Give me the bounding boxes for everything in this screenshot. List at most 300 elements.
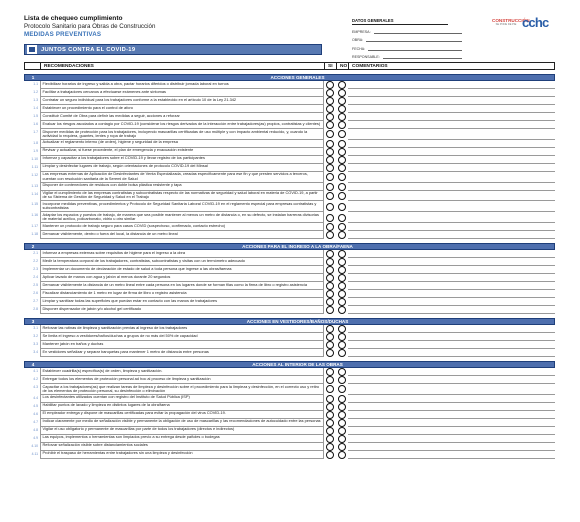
no-radio[interactable] [338, 173, 346, 181]
checklist-sections [24, 74, 555, 459]
no-cell [336, 384, 348, 395]
si-cell [324, 231, 336, 239]
no-radio[interactable] [338, 121, 346, 129]
section-header [24, 74, 555, 81]
item-number: 2.6 [33, 290, 38, 295]
si-cell [324, 164, 336, 172]
no-radio[interactable] [338, 306, 346, 314]
item-number: 1.1 [33, 82, 38, 86]
item-recommendation: Adaptar los espacios y puestos de trabajo, de manera que sea posible mantener al menos un metro de distancia o, en su defecto, se instalan barreras divisorias de material acrílico, policarbonato, vidrio u otro similar [40, 212, 324, 223]
si-radio[interactable] [326, 183, 334, 191]
comment-field[interactable] [348, 250, 555, 258]
si-radio[interactable] [326, 368, 334, 376]
document-header [24, 15, 324, 38]
no-radio[interactable] [338, 250, 346, 258]
si-cell [324, 81, 336, 89]
item-recommendation: Medir la temperatura corporal de los trabajadores, contratistas, subcontratistas y visitas con un termómetro adecuado [40, 258, 324, 266]
si-radio[interactable] [326, 274, 334, 282]
si-cell [324, 113, 336, 121]
si-cell [324, 201, 336, 212]
no-radio[interactable] [338, 376, 346, 384]
si-radio[interactable] [326, 223, 334, 231]
item-number: 1.10 [31, 156, 38, 161]
item-number: 4.4 [33, 395, 38, 400]
si-radio[interactable] [326, 97, 334, 105]
comment-field[interactable] [348, 81, 555, 89]
si-radio[interactable] [326, 203, 334, 211]
item-number: 1.18 [31, 231, 38, 236]
no-radio[interactable] [338, 214, 346, 222]
comment-field[interactable] [348, 290, 555, 298]
si-cell [324, 384, 336, 395]
si-cell [324, 266, 336, 274]
no-cell [336, 148, 348, 156]
no-radio[interactable] [338, 419, 346, 427]
si-cell [324, 443, 336, 451]
item-number: 4.6 [33, 411, 38, 416]
field-empresa[interactable] [352, 25, 462, 34]
si-cell [324, 223, 336, 231]
section-number: 3 [31, 318, 35, 324]
no-cell [336, 250, 348, 258]
no-radio[interactable] [338, 105, 346, 113]
si-cell [324, 451, 336, 459]
no-radio[interactable] [338, 231, 346, 239]
si-radio[interactable] [326, 231, 334, 239]
comment-field[interactable] [348, 191, 555, 202]
si-radio[interactable] [326, 290, 334, 298]
item-number: 2.3 [33, 266, 38, 271]
si-cell [324, 411, 336, 419]
si-radio[interactable] [326, 333, 334, 341]
si-radio[interactable] [326, 385, 334, 393]
item-recommendation: Reforzar las rutinas de limpieza y sanitización previas al ingreso de los trabajadores [40, 325, 324, 333]
item-number: 4.3 [33, 384, 38, 389]
si-cell [324, 341, 336, 349]
comment-field[interactable] [348, 89, 555, 97]
item-number: 2.1 [33, 250, 38, 255]
si-radio[interactable] [326, 411, 334, 419]
field-responsable[interactable] [352, 51, 462, 60]
si-cell [324, 349, 336, 357]
si-radio[interactable] [326, 341, 334, 349]
si-radio[interactable] [326, 81, 334, 89]
si-radio[interactable] [326, 451, 334, 459]
no-cell [336, 89, 348, 97]
item-number: 4.5 [33, 403, 38, 408]
si-radio[interactable] [326, 427, 334, 435]
checklist-row [24, 121, 555, 129]
comment-field[interactable] [348, 403, 555, 411]
checklist-row [24, 212, 555, 223]
column-header-comentarios: COMENTARIOS [352, 63, 388, 69]
si-radio[interactable] [326, 105, 334, 113]
people-icon [27, 45, 37, 54]
no-cell [336, 376, 348, 384]
no-cell [336, 333, 348, 341]
item-number: 4.11 [31, 451, 38, 456]
item-recommendation: Vigilar el cumplimiento de las empresas contratistas y subcontratistas respecto de las normativas de seguridad y salud laboral en materia de COVID-19, a partir de su Sistema de Gestión de Seguridad y Salud en el Trabajo [40, 191, 324, 202]
no-radio[interactable] [338, 325, 346, 333]
field-line [366, 41, 462, 42]
no-radio[interactable] [338, 341, 346, 349]
item-recommendation: Establecer un procedimiento para el control de aforo [40, 105, 324, 113]
item-number: 4.10 [31, 443, 38, 448]
comment-field[interactable] [348, 212, 555, 223]
checklist-row [24, 250, 555, 258]
field-line [383, 58, 462, 59]
si-cell [324, 148, 336, 156]
si-cell [324, 89, 336, 97]
si-radio[interactable] [326, 250, 334, 258]
si-radio[interactable] [326, 148, 334, 156]
si-radio[interactable] [326, 214, 334, 222]
item-recommendation: Vigilar el uso obligatorio y permanente de mascarillas por parte de todos los trabajadores (directos e indirectos) [40, 427, 324, 435]
no-cell [336, 121, 348, 129]
item-number: 1.15 [31, 202, 38, 207]
checklist-row [24, 266, 555, 274]
covid-banner [24, 44, 322, 55]
no-radio[interactable] [338, 274, 346, 282]
field-obra[interactable] [352, 34, 462, 43]
checklist-row [24, 341, 555, 349]
comment-field[interactable] [348, 325, 555, 333]
no-cell [336, 105, 348, 113]
comment-field[interactable] [348, 435, 555, 443]
si-radio[interactable] [326, 325, 334, 333]
no-radio[interactable] [338, 140, 346, 148]
construccion-logo-text: CONSTRUCCIÓN [492, 18, 530, 23]
si-radio[interactable] [326, 113, 334, 121]
comment-field[interactable] [348, 266, 555, 274]
item-recommendation: Flexibilizar horarios de ingreso y salida a obra, pactar horarios diferidos o distribuir jornada laboral en turnos [40, 81, 324, 89]
item-number: 1.17 [31, 223, 38, 228]
si-cell [324, 105, 336, 113]
comment-field[interactable] [348, 172, 555, 183]
item-number: 4.7 [33, 419, 38, 424]
item-number: 4.9 [33, 435, 38, 440]
si-cell [324, 403, 336, 411]
no-radio[interactable] [338, 203, 346, 211]
comment-field[interactable] [348, 129, 555, 140]
si-radio[interactable] [326, 443, 334, 451]
no-cell [336, 427, 348, 435]
checklist-table [24, 62, 555, 459]
comment-field[interactable] [348, 164, 555, 172]
comment-field[interactable] [348, 443, 555, 451]
column-header-row [24, 62, 555, 70]
no-radio[interactable] [338, 258, 346, 266]
si-radio[interactable] [326, 192, 334, 200]
cchc-logo: cchc [522, 15, 549, 30]
item-recommendation: Prohibir el traspaso de herramientas entre trabajadores sin una limpieza y desinfección [40, 451, 324, 459]
item-recommendation: Los desinfectantes utilizados cuentan con registro del Instituto de Salud Pública (ISP) [40, 395, 324, 403]
no-radio[interactable] [338, 183, 346, 191]
si-cell [324, 140, 336, 148]
checklist-row [24, 282, 555, 290]
comment-field[interactable] [348, 223, 555, 231]
si-radio[interactable] [326, 121, 334, 129]
no-cell [336, 451, 348, 459]
si-cell [324, 183, 336, 191]
comment-field[interactable] [348, 282, 555, 290]
no-radio[interactable] [338, 81, 346, 89]
item-recommendation: Disponer medidas de protección para los trabajadores, incluyendo mascarillas certificadas de uso múltiple y con impacto ambiental reducido, y, cuando la actividad lo requiera, guantes, lentes y ropa de trabajo [40, 129, 324, 140]
no-radio[interactable] [338, 443, 346, 451]
no-cell [336, 395, 348, 403]
item-recommendation: Disponer de contenedores de residuos con doble bolsa plástica resistente y tapa [40, 183, 324, 191]
item-recommendation: Capacitar a los trabajadores(as) que realizan tareas de limpieza y desinfección sobre el procedimiento para la limpieza y desinfección, en el correcto uso y retiro de los elementos de protección personal, su desinfección o eliminación [40, 384, 324, 395]
comment-field[interactable] [348, 306, 555, 314]
no-radio[interactable] [338, 333, 346, 341]
si-radio[interactable] [326, 349, 334, 357]
item-recommendation: Las empresas externas de Aplicación de Desinfectantes de Venta Especializada, creadas específicamente para ese fin y que presten servicios a terceros, cuentan con resolución sanitaria de la Seremi de Salud [40, 172, 324, 183]
item-recommendation: Constituir Comité de Obra para definir las medidas a seguir, acciones a reforzar [40, 113, 324, 121]
no-radio[interactable] [338, 89, 346, 97]
no-cell [336, 266, 348, 274]
no-cell [336, 419, 348, 427]
si-radio[interactable] [326, 156, 334, 164]
si-cell [324, 274, 336, 282]
field-label: RESPONSABLE: [352, 55, 380, 60]
comment-field[interactable] [348, 183, 555, 191]
item-number: 2.4 [33, 274, 38, 279]
comment-field[interactable] [348, 341, 555, 349]
checklist-row [24, 191, 555, 202]
no-cell [336, 212, 348, 223]
item-number: 2.7 [33, 298, 38, 303]
no-radio[interactable] [338, 148, 346, 156]
column-header-no: NO [337, 63, 349, 69]
si-radio[interactable] [326, 258, 334, 266]
item-recommendation: Revisar y actualizar, si fuese procedente, el plan de emergencia y evacuación existente [40, 148, 324, 156]
checklist-row [24, 298, 555, 306]
si-radio[interactable] [326, 282, 334, 290]
si-cell [324, 156, 336, 164]
comment-field[interactable] [348, 148, 555, 156]
item-number: 1.6 [33, 122, 38, 126]
comment-field[interactable] [348, 368, 555, 376]
section-header [24, 361, 555, 368]
comment-field[interactable] [348, 105, 555, 113]
item-recommendation: Implementar un documento de declaración de estado de salud a toda persona que ingrese a las obras/faenas [40, 266, 324, 274]
column-header-recomendaciones: RECOMENDACIONES [41, 63, 325, 69]
comment-field[interactable] [348, 201, 555, 212]
no-cell [336, 306, 348, 314]
section-header [24, 318, 555, 325]
checklist-row [24, 290, 555, 298]
item-number: 3.3 [33, 341, 38, 346]
si-radio[interactable] [326, 419, 334, 427]
field-fecha[interactable] [352, 42, 462, 51]
no-radio[interactable] [338, 156, 346, 164]
comment-field[interactable] [348, 113, 555, 121]
field-label: FECHA: [352, 46, 366, 51]
no-radio[interactable] [338, 192, 346, 200]
no-radio[interactable] [338, 130, 346, 138]
comment-field[interactable] [348, 231, 555, 239]
checklist-row [24, 306, 555, 314]
item-number: 1.13 [31, 183, 38, 188]
item-recommendation: Establecer cuadrilla(s) específica(s) de orden, limpieza y sanitización. [40, 368, 324, 376]
no-cell [336, 411, 348, 419]
no-cell [336, 191, 348, 202]
comment-field[interactable] [348, 376, 555, 384]
no-cell [336, 341, 348, 349]
si-cell [324, 435, 336, 443]
checklist-row [24, 105, 555, 113]
no-cell [336, 258, 348, 266]
si-radio[interactable] [326, 266, 334, 274]
si-cell [324, 325, 336, 333]
no-radio[interactable] [338, 451, 346, 459]
comment-field[interactable] [348, 258, 555, 266]
no-radio[interactable] [338, 164, 346, 172]
si-radio[interactable] [326, 173, 334, 181]
no-radio[interactable] [338, 97, 346, 105]
si-radio[interactable] [326, 435, 334, 443]
comment-field[interactable] [348, 121, 555, 129]
checklist-row [24, 129, 555, 140]
si-radio[interactable] [326, 376, 334, 384]
item-number: 1.5 [33, 114, 38, 118]
item-number: 1.7 [33, 130, 38, 134]
no-cell [336, 223, 348, 231]
checklist-row [24, 274, 555, 282]
comment-field[interactable] [348, 298, 555, 306]
no-cell [336, 183, 348, 191]
no-radio[interactable] [338, 298, 346, 306]
si-cell [324, 333, 336, 341]
comment-field[interactable] [348, 156, 555, 164]
checklist-row [24, 384, 555, 395]
si-radio[interactable] [326, 89, 334, 97]
item-recommendation: Demarcar visiblemente, dentro o fuera del local, la distancia de un metro lineal [40, 231, 324, 239]
no-radio[interactable] [338, 290, 346, 298]
comment-field[interactable] [348, 349, 555, 357]
checklist-row [24, 223, 555, 231]
no-radio[interactable] [338, 223, 346, 231]
si-cell [324, 258, 336, 266]
item-recommendation: Demarcar visiblemente la distancia de un metro lineal entre cada persona en los lugares donde se forman filas como la firma de libro o registro asistencia [40, 282, 324, 290]
no-radio[interactable] [338, 368, 346, 376]
item-recommendation: Se limita el ingreso a vestidores/baños/duchas a grupos de no más del 50% de capacidad [40, 333, 324, 341]
no-radio[interactable] [338, 113, 346, 121]
no-radio[interactable] [338, 411, 346, 419]
item-recommendation: Mantener jabón en baños y duchas [40, 341, 324, 349]
comment-field[interactable] [348, 97, 555, 105]
item-recommendation: Fiscalizar distanciamiento de 1 metro en lugar de firma de libro o registro asistencia [40, 290, 324, 298]
no-radio[interactable] [338, 349, 346, 357]
checklist-row [24, 325, 555, 333]
item-recommendation: Evaluar los riesgos asociados a contagio por COVID-19 (considerar los riesgos derivados de la interacción entre trabajadores(as) propios, contratistas y clientes) [40, 121, 324, 129]
document-subtitle-preventive: MEDIDAS PREVENTIVAS [24, 30, 102, 38]
item-recommendation: Limpiar y desinfectar lugares de trabajo, según orientaciones de protocolo COVID-19 del Minsal [40, 164, 324, 172]
si-cell [324, 121, 336, 129]
section-number: 4 [31, 361, 35, 367]
item-recommendation: Limpiar y sanitizar todas las superficies que puedan estar en contacto con las manos de trabajadores [40, 298, 324, 306]
item-recommendation: El empleador entrega y dispone de mascarillas certificadas para evitar la propagación del virus COVID-19. [40, 411, 324, 419]
item-recommendation: Entregar todos los elementos de protección personal ad hoc al proceso de limpieza y sanitización [40, 376, 324, 384]
item-number: 4.2 [33, 376, 38, 381]
comment-field[interactable] [348, 411, 555, 419]
item-recommendation: Aplicar lavado de manos con agua y jabón al menos durante 20 segundos [40, 274, 324, 282]
no-cell [336, 113, 348, 121]
comment-field[interactable] [348, 395, 555, 403]
section-title: ACCIONES PARA EL INGRESO A LA OBRA/FAENA [242, 243, 353, 249]
item-number: 3.1 [33, 325, 38, 330]
section-title: ACCIONES GENERALES [270, 75, 325, 80]
si-cell [324, 212, 336, 223]
item-number: 4.8 [33, 427, 38, 432]
si-cell [324, 306, 336, 314]
item-number: 1.9 [33, 148, 38, 153]
comment-field[interactable] [348, 419, 555, 427]
comment-field[interactable] [348, 333, 555, 341]
si-radio[interactable] [326, 130, 334, 138]
item-number: 1.12 [31, 172, 38, 177]
checklist-row [24, 231, 555, 239]
comment-field[interactable] [348, 140, 555, 148]
no-cell [336, 81, 348, 89]
item-recommendation: Facilitar a trabajadores cercanos a efectuarse exámenes ante síntomas [40, 89, 324, 97]
no-radio[interactable] [338, 266, 346, 274]
si-cell [324, 290, 336, 298]
si-cell [324, 427, 336, 435]
no-radio[interactable] [338, 435, 346, 443]
item-recommendation: Actualizar el reglamento interno (de orden), higiene y seguridad de la empresa [40, 140, 324, 148]
checklist-row [24, 349, 555, 357]
si-radio[interactable] [326, 395, 334, 403]
si-cell [324, 419, 336, 427]
item-number: 1.3 [33, 98, 38, 102]
item-number: 3.2 [33, 333, 38, 338]
si-cell [324, 395, 336, 403]
comment-field[interactable] [348, 384, 555, 395]
no-cell [336, 129, 348, 140]
no-radio[interactable] [338, 395, 346, 403]
no-cell [336, 164, 348, 172]
comment-field[interactable] [348, 427, 555, 435]
field-line [374, 33, 462, 34]
si-cell [324, 129, 336, 140]
item-recommendation: Las equipos, implementos o herramientas son limpiados previo a su entrega desde pañoles o bodegas [40, 435, 324, 443]
item-recommendation: Informar y capacitar a los trabajadores sobre el COVID-19 y llevar registro de los participantes [40, 156, 324, 164]
document-title: Lista de chequeo cumplimiento [24, 15, 123, 22]
si-radio[interactable] [326, 298, 334, 306]
si-radio[interactable] [326, 164, 334, 172]
no-radio[interactable] [338, 427, 346, 435]
item-number: 1.14 [31, 191, 38, 196]
comment-field[interactable] [348, 451, 555, 459]
si-radio[interactable] [326, 140, 334, 148]
no-radio[interactable] [338, 385, 346, 393]
no-radio[interactable] [338, 282, 346, 290]
comment-field[interactable] [348, 274, 555, 282]
si-cell [324, 282, 336, 290]
si-radio[interactable] [326, 403, 334, 411]
item-number: 3.4 [33, 349, 38, 354]
si-radio[interactable] [326, 306, 334, 314]
checklist-row [24, 172, 555, 183]
si-cell [324, 172, 336, 183]
item-recommendation: En vestidores señalizar y separar banquetas para mantener 1 metro de distancia entre personas [40, 349, 324, 357]
no-cell [336, 140, 348, 148]
item-recommendation: Habilitar puntos de lavado y limpieza en distintos lugares de la obra/faena [40, 403, 324, 411]
no-cell [336, 290, 348, 298]
no-radio[interactable] [338, 403, 346, 411]
field-label: OBRA: [352, 38, 364, 43]
